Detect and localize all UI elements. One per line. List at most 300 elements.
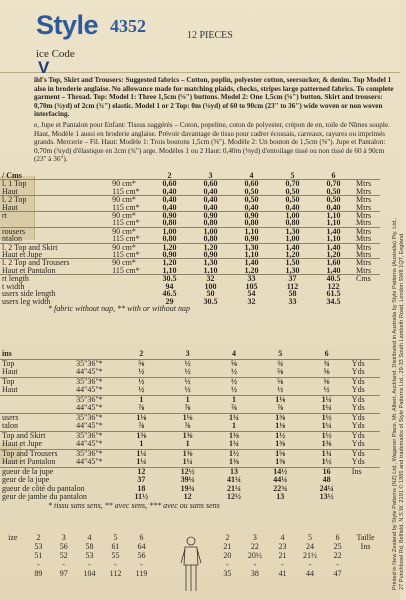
size-header: 2: [167, 171, 172, 180]
unit-label: Mtrs: [354, 180, 380, 188]
body-measure-in: -: [281, 560, 284, 569]
yardage-value: 1: [118, 395, 164, 404]
yardage-value: ½: [164, 377, 210, 386]
yardage-value: ⅝: [277, 367, 284, 376]
fabric-width: 90 cm*: [110, 259, 149, 267]
yardage-value: 0,40: [203, 186, 218, 196]
body-measure-cm: 119: [135, 569, 148, 578]
body-measure-in: 25: [333, 542, 342, 551]
unit-label: Mtrs: [354, 243, 380, 251]
unit-label: [354, 298, 380, 305]
measure-value: 22¾: [273, 483, 288, 493]
yardage-value: 1⅜: [321, 439, 332, 448]
body-measure-in: -: [253, 560, 257, 569]
yardage-value: 1,40: [231, 259, 272, 267]
size-header: 3: [185, 349, 190, 358]
yardage-value: 1,10: [326, 234, 341, 244]
fabric-width: 115 cm*: [112, 250, 140, 260]
yardage-value: 1½: [321, 457, 332, 466]
unit-label: Yds: [350, 395, 380, 404]
size-header: 2: [139, 349, 144, 358]
child-figure-icon: [180, 535, 202, 595]
metric-yardage-table: [0, 172, 380, 312]
yardage-value: 1,60: [313, 259, 354, 267]
unit-label: Yds: [351, 439, 365, 448]
body-measure-cm: 112: [109, 569, 122, 578]
fabric-width: 35"36"*: [74, 377, 118, 386]
metric-row: [0, 204, 380, 212]
blank-cell: [74, 350, 118, 359]
imperial-row: [0, 404, 380, 413]
body-measure-in: 21: [278, 551, 287, 560]
description-french: e, Jupe et Pantalon pour Enfant: Tissus suggérés – Coton, popeline, coton de polyester, crépon de en, toile de Nîmes souple. Haut, Modèle 1 aussi en broderie anglaise. Prévoir davantage de tissu pour cadrer écossais, carreaux, rayures ou imprimés grands. Mercerie – Fil. Haut: Modèle 1: Trois boutons 1,5cm (⅝"). Modèle 2: Un bouton de 1,5cm (⅝"). Jupe et Pantalon: 0,70m (¾yd) d'élastique en 2cm (¾") arge. Modèles 1 ou 2 Haut: 0,40m (⅛yd) d'entoilage tissé ou non tissé de 60 à 90cm (23" à 36").: [34, 120, 390, 164]
yardage-value: 0,40: [162, 186, 177, 196]
imperial-note-row: [0, 502, 380, 511]
measure-value: 12: [183, 492, 192, 501]
yardage-value: 1,20: [149, 243, 190, 251]
unit-label: Mtrs: [354, 259, 380, 267]
yardage-value: 0,50: [244, 186, 259, 196]
body-measure-cm: -: [140, 560, 143, 569]
yardage-value: 0,80: [203, 218, 218, 228]
size-header: 2: [36, 533, 41, 542]
unit-label: Mtrs: [356, 218, 372, 228]
unit-label: [350, 493, 380, 502]
unit-label: Mtrs: [354, 227, 380, 235]
description-english: ild's Top, Skirt and Trousers: Suggested fabrics – Cotton, poplin, polyester cotton, seersucker, & denim. Top Model 1 also in broderie anglaise. No allowance made for matching plaids, checks, stripes large patterned fabrics. To complete garment – Thread. Top: Model 1: Three 1,5cm (⅝") buttons. Model 2: One 1,5cm (⅝") button. Skirt and trousers: 0,70m (¾yd) of 2cm (¾") elastic. Model 1 or 2 Top: 0m (⅛yd) of 60 to 90cm (23" to 36") wide woven or non woven interfacing.: [34, 76, 394, 119]
unit-label: Ins: [360, 542, 371, 551]
unit-label: Mtrs: [356, 265, 372, 275]
imperial-row: [0, 458, 380, 467]
printer-imprint: Printed in New Zealand by Style Patterns (NZ) Ltd., Wagener Place, Mt. Albert, Auckland. Distributed in Australia by Style Patterns (Australia) Pty. Ltd., 27 Punchbowl Rd, Belfield, N.S.W. 2191 © 1985 and trademarks of Style Patterns Ltd., 29-33 South Lambeth Road, London SW8 1QT, England: [392, 217, 405, 590]
measure-value: 54: [247, 289, 256, 299]
metric-row: [0, 219, 380, 227]
measure-value: 100: [204, 281, 217, 291]
yardage-value: 1¼: [211, 413, 257, 422]
yardage-value: ⅞: [138, 403, 145, 412]
yardage-value: 0,90: [231, 212, 272, 220]
yardage-value: 1: [164, 395, 210, 404]
yardage-value: ¾: [257, 359, 303, 368]
garment-label-fr: Haut et Pantalon: [2, 457, 56, 466]
yardage-value: 0,40: [203, 202, 218, 212]
yardage-value: 1⅜: [211, 431, 257, 440]
yardage-value: 1,40: [272, 243, 313, 251]
measure-value: 37: [272, 275, 313, 283]
yardage-value: ½: [230, 367, 237, 376]
yardage-value: ¾: [303, 359, 349, 368]
yardage-value: 0,60: [231, 180, 272, 188]
yardage-value: 1: [231, 421, 236, 430]
size-header: 6: [335, 533, 340, 542]
body-measure-in: -: [226, 560, 229, 569]
imperial-row: [0, 386, 380, 395]
metric-row: [0, 243, 380, 251]
imperial-row: [0, 440, 380, 449]
measure-row: [0, 283, 380, 290]
blank-cell: [350, 350, 380, 359]
yardage-value: 0,80: [203, 234, 218, 244]
fabric-width: 115 cm*: [112, 265, 140, 275]
price-code-label: ice Code: [36, 48, 75, 60]
body-measure-in: 47: [333, 569, 342, 578]
metric-row: [0, 180, 380, 188]
fabric-width: 90 cm*: [110, 212, 149, 220]
size-header: 4: [87, 533, 92, 542]
fabric-width: 90 cm*: [110, 180, 149, 188]
fabric-width: 90 cm*: [110, 196, 149, 204]
size-header: 4: [231, 349, 236, 358]
fabric-width: 35"36"*: [74, 449, 118, 458]
yardage-value: 1⅜: [164, 449, 210, 458]
yardage-value: 1,30: [285, 265, 300, 275]
yardage-value: 1,00: [285, 234, 300, 244]
yardage-value: ½: [323, 385, 330, 394]
yardage-value: 0,90: [244, 234, 259, 244]
yardage-value: 1,30: [190, 259, 231, 267]
body-measure-in: -: [336, 560, 339, 569]
fabric-width: 44"45"*: [76, 403, 103, 412]
body-measure-in: 20½: [247, 551, 262, 560]
measure-value: 39¼: [180, 475, 195, 484]
garment-label-fr: Haut et Jupe: [2, 250, 42, 260]
size-header: 3: [61, 533, 66, 542]
yardage-value: 1,40: [313, 227, 354, 235]
unit-label: Yds: [351, 385, 365, 394]
garment-label: l. 2 Top: [0, 196, 110, 204]
imperial-header-row: [0, 350, 380, 359]
body-measure-in: -: [308, 560, 312, 569]
measure-label: users side length: [2, 289, 56, 299]
measure-value: 94: [165, 281, 174, 291]
yardage-value: ½: [138, 385, 145, 394]
yardage-value: ½: [118, 377, 164, 386]
unit-label: Cms: [354, 275, 380, 283]
unit-label: Yds: [350, 431, 380, 440]
measure-value: 16: [303, 467, 349, 476]
yardage-value: 0,50: [285, 186, 300, 196]
garment-label: l. 1 Top: [0, 180, 110, 188]
imperial-yardage-table: [0, 350, 380, 510]
measure-value: 19¾: [180, 483, 195, 493]
measure-value: 21¼: [226, 483, 241, 493]
yardage-value: 0,80: [285, 218, 300, 228]
metric-note-row: [0, 305, 380, 312]
yardage-value: 1¼: [321, 421, 332, 430]
unit-label: Mtrs: [354, 212, 380, 220]
yardage-value: 1¼: [303, 395, 349, 404]
yardage-value: 0,90: [190, 212, 231, 220]
size-header: 6: [331, 171, 336, 180]
pattern-number: 4352: [110, 16, 146, 36]
measure-value: 18: [137, 483, 146, 493]
yardage-value: ⅞: [184, 421, 191, 430]
yardage-value: 1½: [303, 413, 349, 422]
yardage-value: 1¼: [228, 439, 239, 448]
garment-label: Top and Skirt: [0, 431, 74, 440]
fabric-width: 115 cm*: [112, 202, 140, 212]
yardage-value: 1,20: [244, 265, 259, 275]
yardage-value: ½: [230, 385, 237, 394]
measure-value: 48: [322, 475, 331, 484]
blank-cell: [0, 551, 26, 560]
nap-note: * fabric without nap, ** with or without nap: [48, 303, 191, 313]
yardage-value: 1½: [211, 449, 257, 458]
yardage-value: 1,20: [190, 243, 231, 251]
size-header: 2: [225, 533, 230, 542]
body-measure-cm: 53: [34, 542, 43, 551]
unit-label: [354, 290, 380, 297]
yardage-value: 1,20: [285, 250, 300, 260]
unit-label: Yds: [351, 421, 365, 430]
body-measure-cm: 89: [34, 569, 43, 578]
yardage-value: 1,10: [326, 218, 341, 228]
yardage-value: 1¼: [182, 457, 193, 466]
blank-cell: [110, 283, 149, 290]
fabric-width: 90 cm*: [110, 227, 149, 235]
body-measure-in: 24: [306, 542, 315, 551]
size-header: 6: [139, 533, 144, 542]
body-measure-cm: 104: [83, 569, 96, 578]
fabric-width: 44"45"*: [76, 457, 103, 466]
yardage-value: 1,20: [149, 259, 190, 267]
yardage-value: 0,80: [162, 234, 177, 244]
yardage-value: ⅝: [303, 377, 349, 386]
measure-value: 32: [247, 296, 256, 306]
blank-cell: [0, 569, 26, 578]
measure-label: gueur de côté du pantalon: [2, 483, 85, 493]
measure-value: 33: [288, 296, 297, 306]
unit-label: [350, 476, 380, 485]
size-header: 6: [324, 349, 329, 358]
measure-label: users leg width: [2, 296, 51, 306]
body-measure-cm: 52: [59, 551, 68, 560]
fabric-width: 115 cm*: [112, 186, 140, 196]
yardage-value: 0,60: [149, 180, 190, 188]
blank-cell: [110, 275, 149, 283]
measure-value: 122: [327, 281, 340, 291]
body-measure-cm: 56: [137, 551, 146, 560]
metric-row: [0, 259, 380, 267]
yardage-value: 1,10: [162, 265, 177, 275]
unit-label: Mtrs: [356, 234, 372, 244]
measure-value: 12½: [226, 492, 241, 501]
yardage-value: 1⅛: [275, 421, 286, 430]
garment-label: Top and Trousers: [0, 449, 74, 458]
measure-label: geur de jambe du pantalon: [2, 492, 87, 501]
body-measure-cm: -: [36, 560, 40, 569]
unit-label: Mtrs: [356, 250, 372, 260]
yardage-value: 1⅛: [257, 395, 303, 404]
measure-value: 30.5: [203, 296, 218, 306]
body-measure-in: 38: [250, 569, 259, 578]
yardage-value: 0,50: [231, 196, 272, 204]
body-measure-in: 21: [223, 542, 232, 551]
body-measure-cm: 64: [137, 542, 146, 551]
measure-value: 13: [211, 467, 257, 476]
yardage-value: 1,30: [231, 243, 272, 251]
garment-label: Top: [0, 377, 74, 386]
size-label-fr: Taille: [356, 533, 375, 542]
garment-label-fr: [0, 404, 74, 413]
fabric-width: 44"45"*: [76, 367, 103, 376]
yardage-value: 1⅜: [228, 457, 239, 466]
yardage-value: ½: [184, 385, 191, 394]
yardage-value: 1¾: [303, 449, 349, 458]
blank-cell: [0, 560, 26, 569]
unit-label: Yds: [350, 413, 380, 422]
yardage-value: ⅞: [277, 403, 284, 412]
unit-label: [350, 485, 380, 494]
metric-row: [0, 235, 380, 243]
measure-label: geur de la jupe: [2, 475, 50, 484]
body-measure-in: 21½: [303, 551, 318, 560]
size-header: 5: [308, 533, 313, 542]
metric-row: [0, 196, 380, 204]
garment-label: Top: [0, 359, 74, 368]
measure-row: [0, 275, 380, 283]
yardage-value: 1⅝: [257, 449, 303, 458]
garment-label-fr: Haut: [2, 186, 18, 196]
garment-label-fr: ntalon: [2, 234, 22, 244]
yardage-value: ½: [138, 367, 145, 376]
fabric-width: 44"45"*: [76, 439, 103, 448]
body-measure-cm: 56: [59, 542, 68, 551]
body-measure-cm: 61: [111, 542, 120, 551]
fabric-width: 115 cm*: [112, 218, 140, 228]
yardage-value: 0,50: [272, 196, 313, 204]
yardage-value: ½: [184, 367, 191, 376]
size-header: 4: [280, 533, 285, 542]
yardage-value: 0,70: [313, 180, 354, 188]
fabric-width: 44"45"*: [76, 421, 103, 430]
body-measure-in: 35: [223, 569, 232, 578]
measure-value: 105: [245, 281, 258, 291]
unit-label: [354, 283, 380, 290]
nap-note: * tissu sans sens, ** avec sens, *** avec ou sans sens: [48, 500, 220, 510]
yardage-value: ⅞: [138, 421, 145, 430]
garment-label: users: [0, 413, 74, 422]
unit-label: [351, 560, 380, 569]
measure-value: 12½: [164, 467, 210, 476]
unit-label: Yds: [351, 367, 365, 376]
garment-label-fr: Haut: [2, 385, 18, 394]
unit-label: Yds: [350, 449, 380, 458]
measure-value: 112: [286, 281, 299, 291]
yardage-value: 1,20: [326, 250, 341, 260]
yardage-value: 1¼: [118, 449, 164, 458]
body-measure-cm: 53: [85, 551, 94, 560]
yardage-value: 1: [139, 439, 144, 448]
brand-logo: Style: [36, 10, 99, 40]
measure-value: 41¼: [226, 475, 241, 484]
metric-row: [0, 227, 380, 235]
yardage-value: 1,10: [231, 227, 272, 235]
yardage-value: 1,30: [272, 227, 313, 235]
size-header: 3: [208, 171, 213, 180]
body-measure-in: 41: [278, 569, 287, 578]
yardage-value: 1: [185, 439, 190, 448]
unit-label: Yds: [350, 359, 380, 368]
yardage-value: 1⅛: [118, 413, 164, 422]
fabric-width: 35"36"*: [74, 359, 118, 368]
garment-label-fr: talon: [2, 421, 18, 430]
yardage-value: ⅝: [211, 359, 257, 368]
imperial-row: [0, 422, 380, 431]
measure-value: 13: [276, 492, 285, 501]
header: [0, 0, 400, 77]
measure-value: 37: [137, 475, 146, 484]
measure-row: [0, 290, 380, 297]
yardage-value: 1,00: [272, 212, 313, 220]
yardage-value: 0,40: [326, 202, 341, 212]
measure-value: 24¼: [319, 483, 334, 493]
yardage-value: 1⅜: [164, 431, 210, 440]
unit-label: Mtrs: [356, 186, 372, 196]
unit-label: Yds: [350, 377, 380, 386]
imperial-row: [0, 368, 380, 377]
fabric-width: 35"36"*: [74, 395, 118, 404]
fabric-width: 90 cm*: [110, 243, 149, 251]
yardage-value: 1⅛: [164, 413, 210, 422]
garment-label-fr: Haut: [2, 367, 18, 376]
measure-value: 40.5: [313, 275, 354, 283]
yardage-value: 1⅜: [275, 439, 286, 448]
unit-label: Yds: [351, 457, 365, 466]
fabric-width: 115 cm*: [112, 234, 140, 244]
price-code-value: V: [38, 58, 50, 77]
size-header: 5: [290, 171, 295, 180]
yardage-value: 1¼: [321, 403, 332, 412]
measure-label: gueur de la jupe: [0, 467, 118, 476]
garment-label-fr: Haut et Pantalon: [2, 265, 56, 275]
unit-label: Yds: [351, 403, 365, 412]
garment-label: rousers: [0, 227, 110, 235]
yardage-value: ⅝: [118, 359, 164, 368]
measure-label: rt length: [0, 275, 110, 283]
yardage-value: 1,10: [203, 265, 218, 275]
metric-row: [0, 267, 380, 275]
yardage-value: 0,40: [149, 196, 190, 204]
metric-row: [0, 188, 380, 196]
body-measure-cm: -: [62, 560, 66, 569]
blank-cell: [110, 290, 149, 297]
size-header: 5: [113, 533, 118, 542]
yardage-value: 1,50: [272, 259, 313, 267]
measure-value: 61.5: [326, 289, 341, 299]
unit-label: Ins: [350, 467, 380, 476]
unit-label: Mtrs: [356, 202, 372, 212]
garment-label: l. 2 Top and Trousers: [0, 259, 110, 267]
measure-value: 32: [190, 275, 231, 283]
size-header: 4: [249, 171, 254, 180]
yardage-value: 1⅜: [275, 457, 286, 466]
measure-value: 34.5: [326, 296, 341, 306]
garment-label: rt: [0, 212, 110, 220]
yardage-value: 1,40: [313, 243, 354, 251]
body-measure-in: 22: [250, 542, 259, 551]
yardage-value: ½: [164, 359, 210, 368]
yardage-value: 0,80: [244, 218, 259, 228]
yardage-value: 1⅜: [257, 413, 303, 422]
measure-value: 12: [118, 467, 164, 476]
size-header: 5: [278, 349, 283, 358]
yardage-value: 0,90: [162, 250, 177, 260]
body-measure-cm: 51: [34, 551, 43, 560]
yardage-value: 1,10: [244, 250, 259, 260]
yardage-value: ½: [211, 377, 257, 386]
yardage-value: 0,40: [190, 196, 231, 204]
